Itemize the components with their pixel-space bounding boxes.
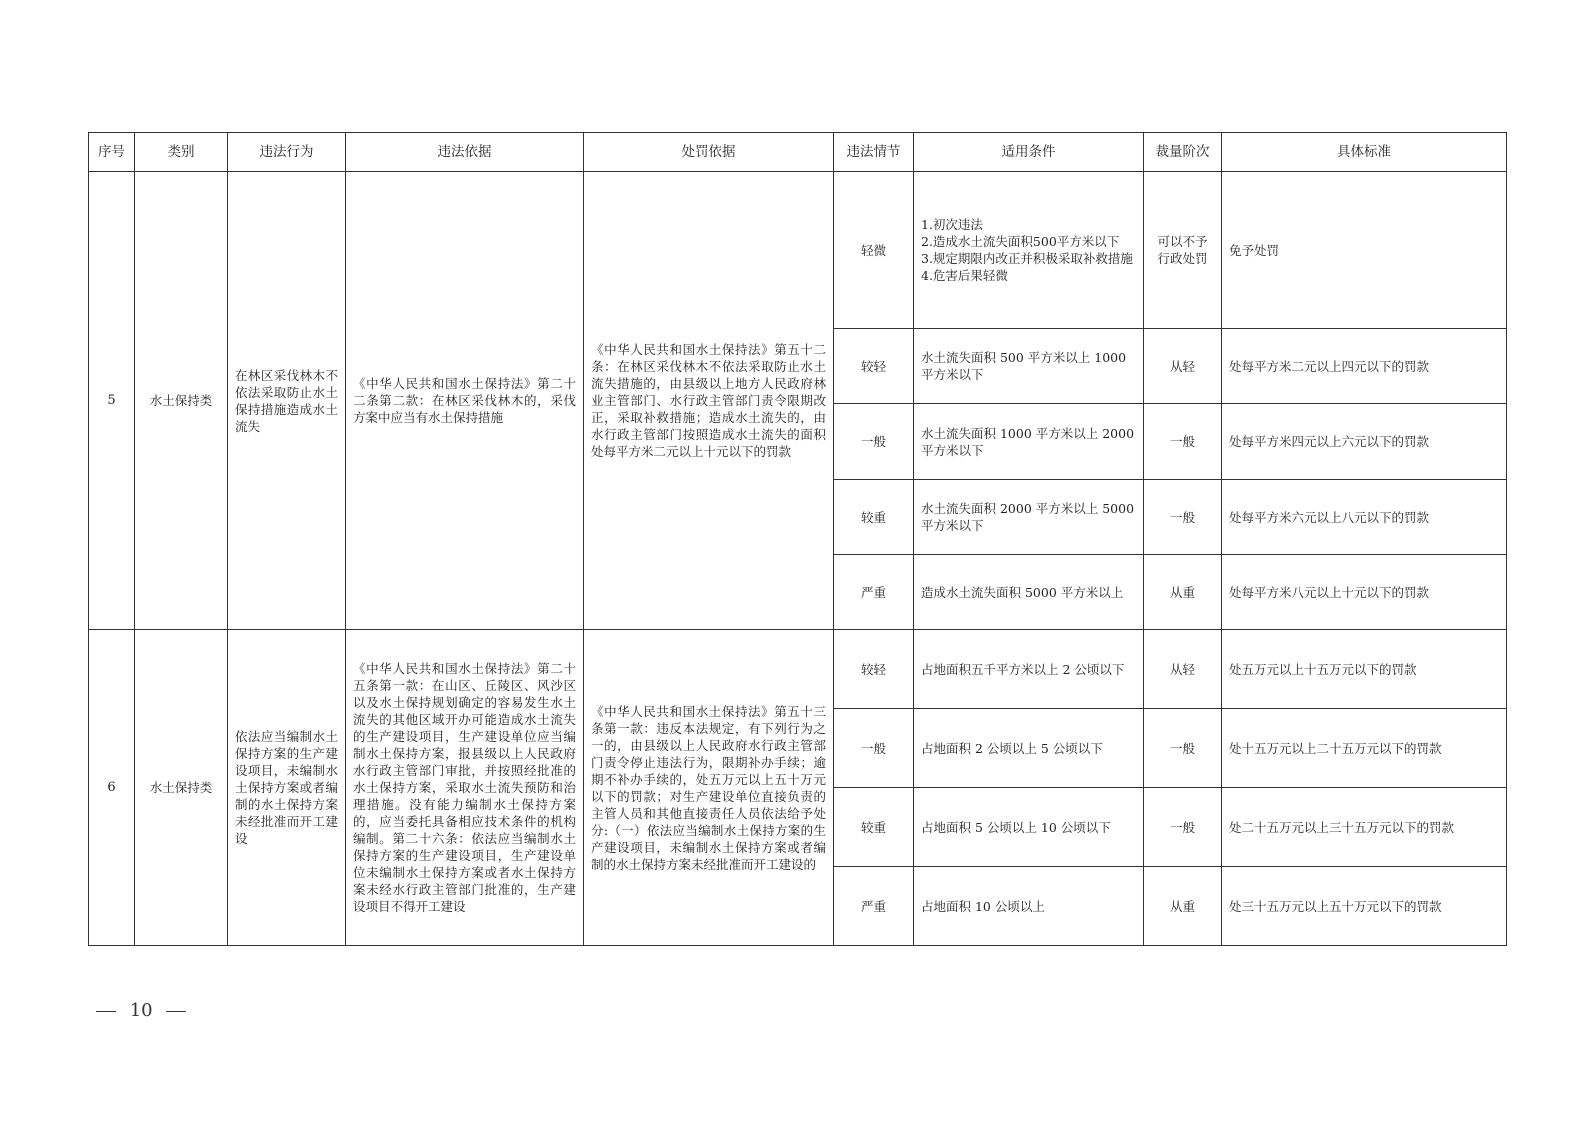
standard-cell: 处五万元以上十五万元以下的罚款 xyxy=(1222,630,1507,709)
conditions-cell: 占地面积 10 公顷以上 xyxy=(914,867,1144,946)
severity-cell: 较重 xyxy=(834,788,914,867)
row-category: 水土保持类 xyxy=(135,172,228,630)
conditions-cell: 水土流失面积 500 平方米以上 1000 平方米以下 xyxy=(914,329,1144,404)
tier-cell: 一般 xyxy=(1144,404,1222,480)
tier-cell: 一般 xyxy=(1144,480,1222,555)
penalty-standards-table xyxy=(88,132,1507,946)
standard-cell: 处二十五万元以上三十五万元以下的罚款 xyxy=(1222,788,1507,867)
standard-cell: 处每平方米二元以上四元以下的罚款 xyxy=(1222,329,1507,404)
severity-cell: 一般 xyxy=(834,404,914,480)
standard-cell: 处每平方米八元以上十元以下的罚款 xyxy=(1222,555,1507,630)
header-penalty-basis: 处罚依据 xyxy=(584,133,834,172)
conditions-cell: 水土流失面积 1000 平方米以上 2000 平方米以下 xyxy=(914,404,1144,480)
row-category: 水土保持类 xyxy=(135,630,228,946)
standard-cell: 处三十五万元以上五十万元以下的罚款 xyxy=(1222,867,1507,946)
header-violation: 违法行为 xyxy=(228,133,346,172)
header-standard: 具体标准 xyxy=(1222,133,1507,172)
standard-cell: 处每平方米六元以上八元以下的罚款 xyxy=(1222,480,1507,555)
header-legal-basis: 违法依据 xyxy=(346,133,584,172)
row-legal-basis: 《中华人民共和国水土保持法》第二十五条第一款：在山区、丘陵区、风沙区以及水土保持规划确定的容易发生水土流失的其他区域开办可能造成水土流失的生产建设项目，生产建设单位应当编制水土保持方案，报县级以上人民政府水行政主管部门审批，并按照经批准的水土保持方案，采取水土流失预防和治理措施。没有能力编制水土保持方案的，应当委托具备相应技术条件的机构编制。第二十六条：依法应当编制水土保持方案的生产建设项目，生产建设单位未编制水土保持方案或者水土保持方案未经水行政主管部门批准的，生产建设项目不得开工建设 xyxy=(346,630,584,946)
tier-cell: 从轻 xyxy=(1144,329,1222,404)
row-legal-basis: 《中华人民共和国水土保持法》第二十二条第二款：在林区采伐林木的，采伐方案中应当有水土保持措施 xyxy=(346,172,584,630)
page-footer xyxy=(96,1000,186,1021)
row-violation: 依法应当编制水土保持方案的生产建设项目，未编制水土保持方案或者编制的水土保持方案未经批准而开工建设 xyxy=(228,630,346,946)
footer-dash-right xyxy=(166,1011,186,1012)
tier-cell: 从重 xyxy=(1144,867,1222,946)
standard-cell: 处十五万元以上二十五万元以下的罚款 xyxy=(1222,709,1507,788)
condition-item: 1.初次违法 xyxy=(921,217,983,232)
condition-item: 2.造成水土流失面积500平方米以下 xyxy=(921,234,1120,249)
conditions-cell xyxy=(914,172,1144,329)
conditions-cell: 水土流失面积 2000 平方米以上 5000 平方米以下 xyxy=(914,480,1144,555)
severity-cell: 严重 xyxy=(834,555,914,630)
footer-dash-left xyxy=(96,1011,116,1012)
page-number: 10 xyxy=(129,1000,153,1021)
standard-cell: 处每平方米四元以上六元以下的罚款 xyxy=(1222,404,1507,480)
standard-cell: 免予处罚 xyxy=(1222,172,1507,329)
severity-cell: 轻微 xyxy=(834,172,914,329)
conditions-cell: 造成水土流失面积 5000 平方米以上 xyxy=(914,555,1144,630)
condition-item: 3.规定期限内改正并积极采取补救措施 xyxy=(921,251,1133,266)
tier-cell: 从重 xyxy=(1144,555,1222,630)
severity-cell: 一般 xyxy=(834,709,914,788)
row-violation: 在林区采伐林木不依法采取防止水土保持措施造成水土流失 xyxy=(228,172,346,630)
penalty-standards-sheet xyxy=(88,132,1506,946)
tier-cell: 从轻 xyxy=(1144,630,1222,709)
severity-cell: 较重 xyxy=(834,480,914,555)
table-header-row xyxy=(89,133,1507,172)
header-category: 类别 xyxy=(135,133,228,172)
table-row xyxy=(89,630,1507,709)
row-number: 6 xyxy=(89,630,135,946)
header-severity: 违法情节 xyxy=(834,133,914,172)
table-row xyxy=(89,172,1507,329)
tier-cell: 可以不予行政处罚 xyxy=(1144,172,1222,329)
conditions-cell: 占地面积 5 公顷以上 10 公顷以下 xyxy=(914,788,1144,867)
row-penalty-basis: 《中华人民共和国水土保持法》第五十二条：在林区采伐林木不依法采取防止水土流失措施的，由县级以上地方人民政府林业主管部门、水行政主管部门责令限期改正，采取补救措施；造成水土流失的，由水行政主管部门按照造成水土流失的面积处每平方米二元以上十元以下的罚款 xyxy=(584,172,834,630)
severity-cell: 严重 xyxy=(834,867,914,946)
tier-cell: 一般 xyxy=(1144,788,1222,867)
header-tier: 裁量阶次 xyxy=(1144,133,1222,172)
severity-cell: 较轻 xyxy=(834,630,914,709)
conditions-cell: 占地面积 2 公顷以上 5 公顷以下 xyxy=(914,709,1144,788)
condition-item: 4.危害后果轻微 xyxy=(921,268,1008,283)
header-no: 序号 xyxy=(89,133,135,172)
row-penalty-basis: 《中华人民共和国水土保持法》第五十三条第一款：违反本法规定，有下列行为之一的，由县级以上人民政府水行政主管部门责令停止违法行为，限期补办手续；逾期不补办手续的，处五万元以上五十万元以下的罚款；对生产建设单位直接负责的主管人员和其他直接责任人员依法给予处分:（一）依法应当编制水土保持方案的生产建设项目，未编制水土保持方案或者编制的水土保持方案未经批准而开工建设的 xyxy=(584,630,834,946)
header-conditions: 适用条件 xyxy=(914,133,1144,172)
conditions-cell: 占地面积五千平方米以上 2 公顷以下 xyxy=(914,630,1144,709)
severity-cell: 较轻 xyxy=(834,329,914,404)
tier-cell: 一般 xyxy=(1144,709,1222,788)
row-number: 5 xyxy=(89,172,135,630)
